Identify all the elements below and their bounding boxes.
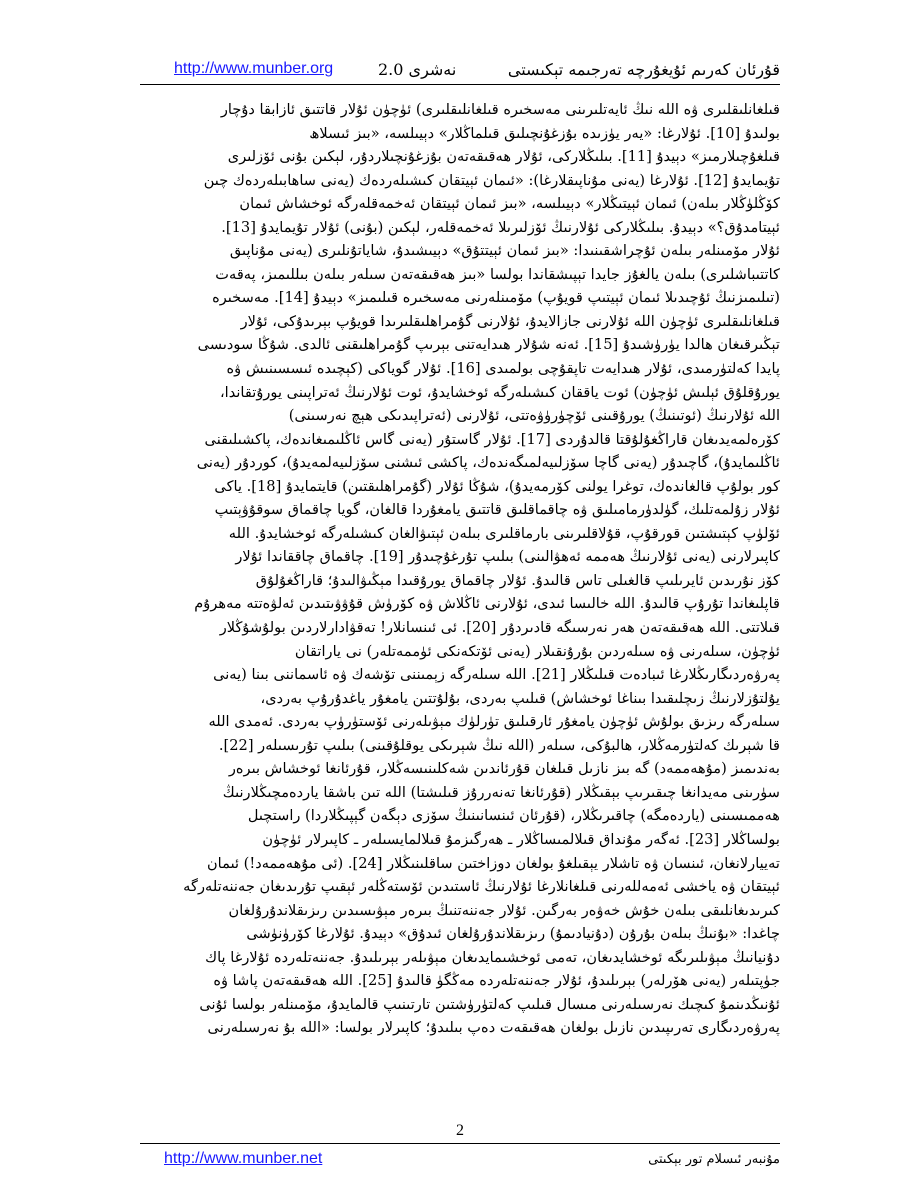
text-line: ئېيتامدۇق؟» دېيدۇ. بىلىڭلاركى ئۇلارنىڭ ئۆزلىرىلا ئەخمەقلەر، لېكىن (بۇنى) ئۇلار تۇيمايدۇ [13]. xyxy=(221,218,780,236)
text-line: جۈپتىلەر (يەنى ھۆرلەر) بېرىلىدۇ، ئۇلار جەننەتلەردە مەڭگۈ قالىدۇ [25]. الله ھەقىقەتەن پاشا ۋە xyxy=(213,972,780,990)
body-text xyxy=(140,98,780,1040)
page-footer xyxy=(140,1150,780,1172)
header-divider xyxy=(140,84,780,85)
text-line: كۆڭلۈڭلار بىلەن) ئىمان ئېيتىڭلار» دېيىلسە، «بىز ئىمان ئېيتقان ئەخمەقلەرگە ئوخشاش ئىمان xyxy=(239,195,780,213)
text-line: چاغدا: «بۇنىڭ بىلەن بۇرۇن (دۇنيادىمۇ) رىزىقلاندۇرۇلغان ئىدۇق» دېيدۇ. ئۇلارغا كۆرۈنۈشى xyxy=(246,925,780,943)
text-line: تېڭىرقىغان ھالدا يۈرۈشىدۇ [15]. ئەنە شۇلار ھىدايەتنى بېرىپ گۇمراھلىقنى ئالدى. شۇڭا سودىسى xyxy=(197,336,780,354)
text-line: ئېيتقان ۋە ياخشى ئەمەللەرنى قىلغانلارغا ئۇلارنىڭ ئاستىدىن ئۆستەڭلەر ئېقىپ تۇرىدىغان جەننەتلەرگە xyxy=(183,878,780,896)
text-line: بولساڭلار [23]. ئەگەر مۇنداق قىلالمىساڭلار ـ ھەرگىزمۇ قىلالمايسىلەر ـ كاپىرلار ئۈچۈن xyxy=(262,830,780,848)
text-line: پەرۋەردىگارىڭلارغا ئىبادەت قىلىڭلار [21]. الله سىلەرگە زېمىننى تۆشەك ۋە ئاسماننى بىنا (يەنى xyxy=(213,666,780,684)
header-link[interactable]: http://www.munber.org xyxy=(174,60,334,77)
text-line: كاتتىباشلىرى) بىلەن يالغۇز جايدا تېپىشقاندا بولسا «بىز ھەقىقەتەن سىلەر بىلەن بىللىمىز، پەقەت xyxy=(215,265,780,283)
text-line: قىلغۇچىلارمىز» دېيدۇ [11]. بىلىڭلاركى، ئۇلار ھەقىقەتەن بۇزغۇنچىلاردۇر، لېكىن بۇنى ئۆزلىرى xyxy=(227,148,780,166)
text-line: ئۆلۈپ كېتىشتىن قورقۇپ، قۇلاقلىرىنى بارماقلىرى بىلەن ئېتىۋالغان كىشىلەرگە ئوخشايدۇ. الله xyxy=(228,524,780,542)
page-number: 2 xyxy=(456,1122,464,1139)
text-line: قىلاتتى. الله ھەقىقەتەن ھەر نەرسىگە قادىردۇر [20]. ئى ئىنسانلار! تەقۋادارلاردىن بولۇشۇڭلار xyxy=(219,619,780,637)
text-line: يورۇقلۇق ئېلىش ئۈچۈن) ئوت ياققان كىشىلەرگە ئوخشايدۇ، ئوت ئۇلارنىڭ ئەتراپىنى يورۇتقاندا، xyxy=(219,383,780,401)
text-line: كۆرەلمەيدىغان قاراڭغۇلۇقتا قالدۇردى [17]. ئۇلار گاستۇر (يەنى گاس ئاڭلىمىغاندەك، پاكشىلىقنى xyxy=(204,430,780,448)
text-line: كور بولۇپ قالغاندەك، توغرا يولنى كۆرمەيدۇ)، شۇڭا ئۇلار (گۇمراھلىقتىن) قايتمايدۇ [18]. ياكى xyxy=(214,477,780,495)
text-line: ئۈچۈن، سىلەرنى ۋە سىلەردىن بۇرۇنقىلار (يەنى ئۆتكەنكى ئۈممەتلەر) نى ياراتقان xyxy=(294,642,780,660)
text-line: كاپىرلارنى (يەنى ئۇلارنىڭ ھەممە ئەھۋالىنى) بىلىپ تۇرغۇچىدۇر [19]. چاقماق چاققاندا ئۇلار xyxy=(235,548,780,566)
footer-divider xyxy=(140,1143,780,1144)
edition-label: نەشرى 2.0 xyxy=(378,60,457,79)
text-line: كۆز نۇرىدىن ئايرىلىپ قالغىلى تاس قالىدۇ. ئۇلار چاقماق يورۇقىدا مېڭىۋالىدۇ؛ قاراڭغۇلۇق xyxy=(255,571,780,589)
text-line: ھەممىسىنى (ياردەمگە) چاقىرىڭلار، (قۇرئان ئىنسانىنىڭ سۆزى دېگەن گېپىڭلاردا) راستچىل xyxy=(247,807,780,825)
text-line: پايدا كەلتۈرمىدى، ئۇلار ھىدايەت تاپقۇچى بولمىدى [16]. ئۇلار گوياكى (كېچىدە ئىسسىنىش ۋە xyxy=(226,360,780,378)
text-line: تەييارلانغان، ئىنسان ۋە تاشلار يېقىلغۇ بولغان دوزاختىن ساقلىنىڭلار [24]. (ئى مۇھەممەد!) ئىمان xyxy=(206,854,780,872)
text-line: قىلغانلىقلىرى ۋە الله نىڭ ئايەتلىرىنى مەسخىرە قىلغانلىقلىرى) ئۈچۈن ئۇلار قاتتىق ئازابقا دۇچار xyxy=(220,101,780,118)
text-line: سىلەرگە رىزىق بولۇش ئۈچۈن يامغۇر ئارقىلىق تۈرلۈك مېۋىلەرنى ئۆستۈرۈپ بەردى. ئەمدى الله xyxy=(208,713,780,731)
text-line: بولىدۇ [10]. ئۇلارغا: «يەر يۈزىدە بۇزغۇنچىلىق قىلماڭلار» دېيىلسە، «بىز ئىسلاھ xyxy=(309,124,780,142)
page-header xyxy=(140,58,780,82)
text-line: كىرىدىغانلىقى بىلەن خۇش خەۋەر بەرگىن. ئۇلار جەننەتنىڭ بىرەر مېۋىسىدىن رىزىقلاندۇرۇلغان xyxy=(228,901,780,919)
text-line: ئۇلار زۇلمەتلىك، گۈلدۈرمامىلىق ۋە چاقماقلىق قاتتىق يامغۇردا قالغان، گويا چاقماق سوقۇۋېتىپ xyxy=(214,501,780,519)
text-line: قاپلىغاندا تۇرۇپ قالىدۇ. الله خالىسا ئىدى، ئۇلارنى ئاڭلاش ۋە كۆرۈش قۇۋۋىتىدىن ئەلۋەتتە مەھرۇم xyxy=(194,595,780,613)
text-line: تۇيمايدۇ [12]. ئۇلارغا (يەنى مۇناپىقلارغا): «ئىمان ئېيتقان كىشىلەردەك (يەنى ساھابىلەردەك چىن xyxy=(203,171,780,189)
text-line: بەندىمىز (مۇھەممەد) گە بىز نازىل قىلغان قۇرئاندىن شەكلىنىسەڭلار، قۇرئانغا ئوخشاش بىرەر xyxy=(228,760,780,778)
text-line: پەرۋەردىگارى تەرىپىدىن نازىل بولغان ھەقىقەت دەپ بىلىدۇ؛ كاپىرلار بولسا: «الله بۇ نەرسىلەرنى xyxy=(207,1019,780,1037)
text-line: قىلغانلىقلىرى ئۈچۈن الله ئۇلارنى جازالايدۇ، ئۇلارنى گۇمراھلىقلىرىدا قويۇپ بېرىدۇكى، ئۇلار xyxy=(240,312,780,330)
text-line: دۇنيانىڭ مېۋىلىرىگە ئوخشايدىغان، تەمى ئوخشىمايدىغان مېۋىلەر بېرىلىدۇ. جەننەتلەردە ئۇلارغا پاك xyxy=(205,948,780,966)
text-line: قا شېرىك كەلتۈرمەڭلار، ھالبۇكى، سىلەر (الله نىڭ شېرىكى يوقلۇقىنى) بىلىپ تۇرىسىلەر [22]. xyxy=(218,736,780,754)
text-line: ئۇنىڭدىنمۇ كىچىك نەرسىلەرنى مىسال قىلىپ كەلتۈرۈشتىن تارتىنىپ قالمايدۇ، مۆمىنلەر بولسا ئۇنى xyxy=(199,995,780,1013)
text-line: سۈرىنى مەيدانغا چىقىرىپ بېقىڭلار (قۇرئانغا تەنەررۇز قىلىشتا) الله تىن باشقا ياردەمچىڭلارنىڭ xyxy=(222,783,780,801)
footer-link[interactable]: http://www.munber.net xyxy=(164,1150,323,1167)
text-line: يۇلتۇزلارنىڭ زىچلىقىدا بىناغا ئوخشاش) قىلىپ بەردى، بۇلۇتتىن يامغۇر ياغدۇرۇپ بەردى، xyxy=(260,689,780,707)
site-name: مۇنبەر ئىسلام تور بېكىتى xyxy=(648,1152,780,1167)
document-title: قۇرئان كەرىم ئۇيغۇرچە تەرجىمە تېكىستى xyxy=(507,60,780,79)
text-line: (تىلىمىزنىڭ ئۇچىدىلا ئىمان ئېيتىپ قويۇپ) مۆمىنلەرنى مەسخىرە قىلىمىز» دېيدۇ [14]. مەسخىرە xyxy=(212,289,780,307)
text-line: ئۇلار مۆمىنلەر بىلەن ئۇچراشقىنىدا: «بىز ئىمان ئېيتتۇق» دېيىشىدۇ، شاياتۇنلىرى (يەنى مۇناپىق xyxy=(229,242,780,260)
text-line: الله ئۇلارنىڭ (ئوتىنىڭ) يورۇقىنى ئۆچۈرۈۋەتتى، ئۇلارنى (ئەتراپىدىكى ھېچ نەرسىنى) xyxy=(288,407,780,425)
text-line: ئاڭلىمايدۇ)، گاچىدۇر (يەنى گاچا سۆزلىيەلمىگەندەك، پاكشى ئىشنى سۆزلىيەلمەيدۇ)، كوردۇر (يەنى xyxy=(196,454,780,472)
